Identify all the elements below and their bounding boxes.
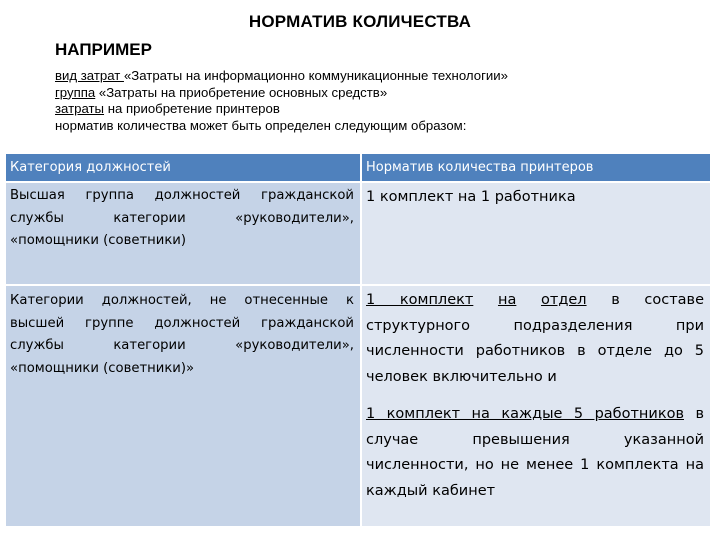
row2-norm-part2: 1 комплект на каждые 5 работников в случае превышения указанной численности, но не менее 1 комплекта на каждый кабинет	[366, 406, 704, 499]
row2-category: Категории должностей, не отнесенные к высшей группе должностей гражданской службы категории «руководители», «помощники (советники)»	[6, 286, 360, 526]
example-heading: НАПРИМЕР	[55, 40, 152, 59]
intro-line-costs: затраты на приобретение принтеров	[55, 101, 280, 116]
row2-norm-part1: 1 комплект на отдел в составе структурного подразделения при численности работников в отделе до 5 человек включительно и	[366, 292, 705, 385]
table-header-norm: Норматив количества принтеров	[362, 154, 710, 181]
norms-table	[6, 154, 710, 526]
row1-norm: 1 комплект на 1 работника	[362, 183, 710, 284]
intro-line-norm: норматив количества может быть определен следующим образом:	[55, 117, 467, 133]
row1-category: Высшая группа должностей гражданской службы категории «руководители», «помощники (советники)	[6, 183, 360, 284]
table-header-category: Категория должностей	[6, 154, 360, 181]
row2-norm	[362, 286, 710, 526]
intro-line-cost-type: вид затрат «Затраты на информационно коммуникационные технологии»	[55, 68, 508, 83]
page-title: НОРМАТИВ КОЛИЧЕСТВА	[248, 12, 472, 31]
intro-text	[55, 68, 705, 134]
costs-label: затраты	[55, 101, 105, 116]
intro-line-group: группа «Затраты на приобретение основных средств»	[55, 84, 388, 100]
group-label: группа	[55, 84, 96, 100]
cost-type-label: вид затрат	[55, 68, 124, 83]
